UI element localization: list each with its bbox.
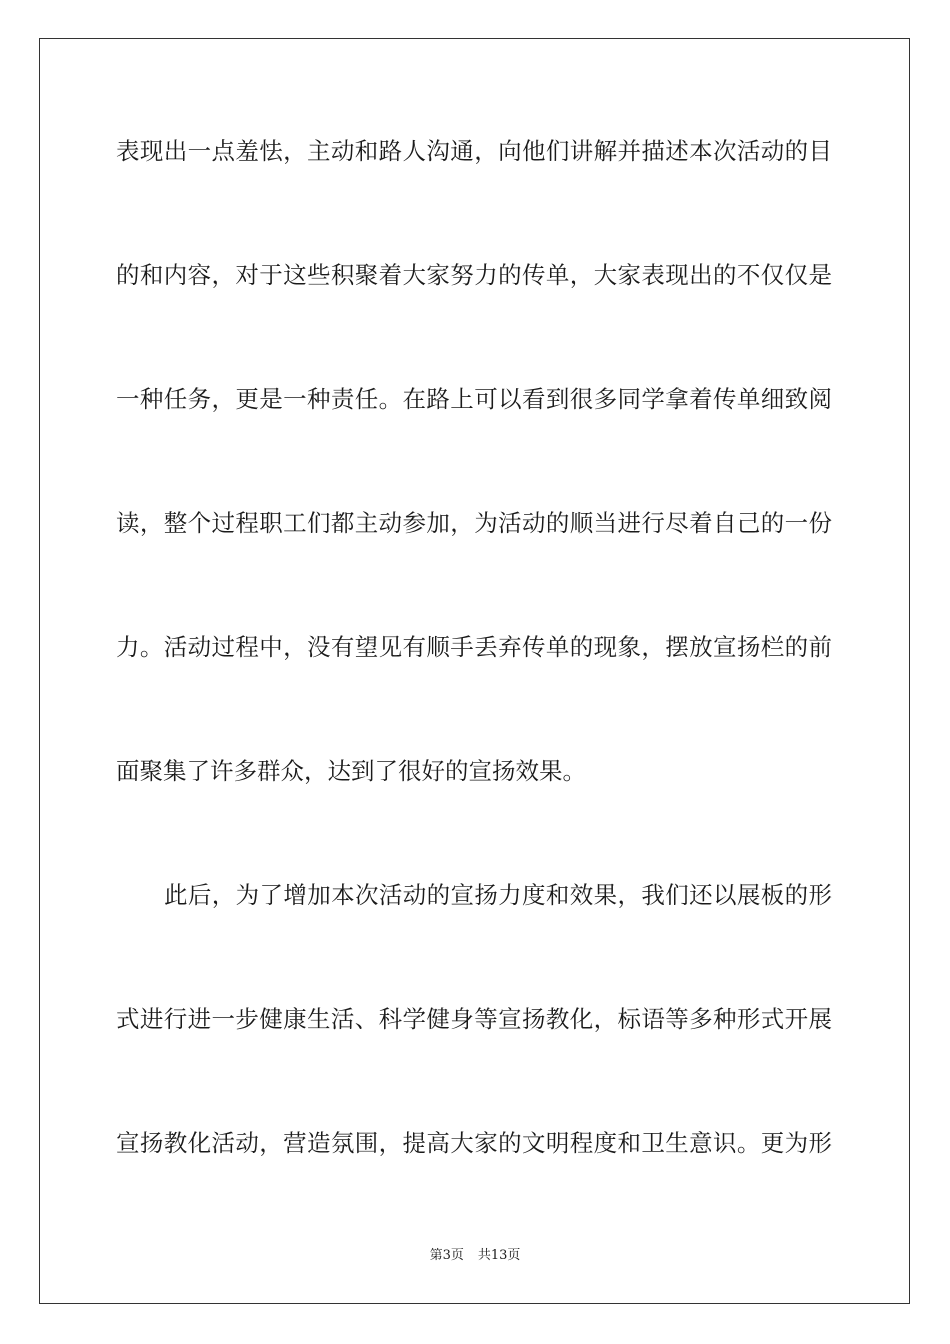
total-pages: 共13页	[477, 1248, 521, 1263]
page-border	[39, 38, 910, 1304]
page-footer	[0, 1247, 950, 1265]
text-line: 宣扬教化活动，营造氛围，提高大家的文明程度和卫生意识。更为形	[116, 1129, 832, 1157]
text-line: 一种任务，更是一种责任。在路上可以看到很多同学拿着传单细致阅	[116, 385, 832, 413]
page-number: 第3页	[429, 1248, 464, 1263]
text-line: 读，整个过程职工们都主动参加，为活动的顺当进行尽着自己的一份	[116, 509, 832, 537]
text-line: 力。活动过程中，没有望见有顺手丢弃传单的现象，摆放宣扬栏的前	[116, 633, 832, 661]
text-line: 式进行进一步健康生活、科学健身等宣扬教化，标语等多种形式开展	[116, 1005, 832, 1033]
text-line: 面聚集了许多群众，达到了很好的宣扬效果。	[116, 757, 586, 785]
text-line: 的和内容，对于这些积聚着大家努力的传单，大家表现出的不仅仅是	[116, 261, 832, 289]
paragraph-first-line: 此后，为了增加本次活动的宣扬力度和效果，我们还以展板的形	[164, 881, 832, 909]
text-line: 表现出一点羞怯，主动和路人沟通，向他们讲解并描述本次活动的目	[116, 137, 832, 165]
